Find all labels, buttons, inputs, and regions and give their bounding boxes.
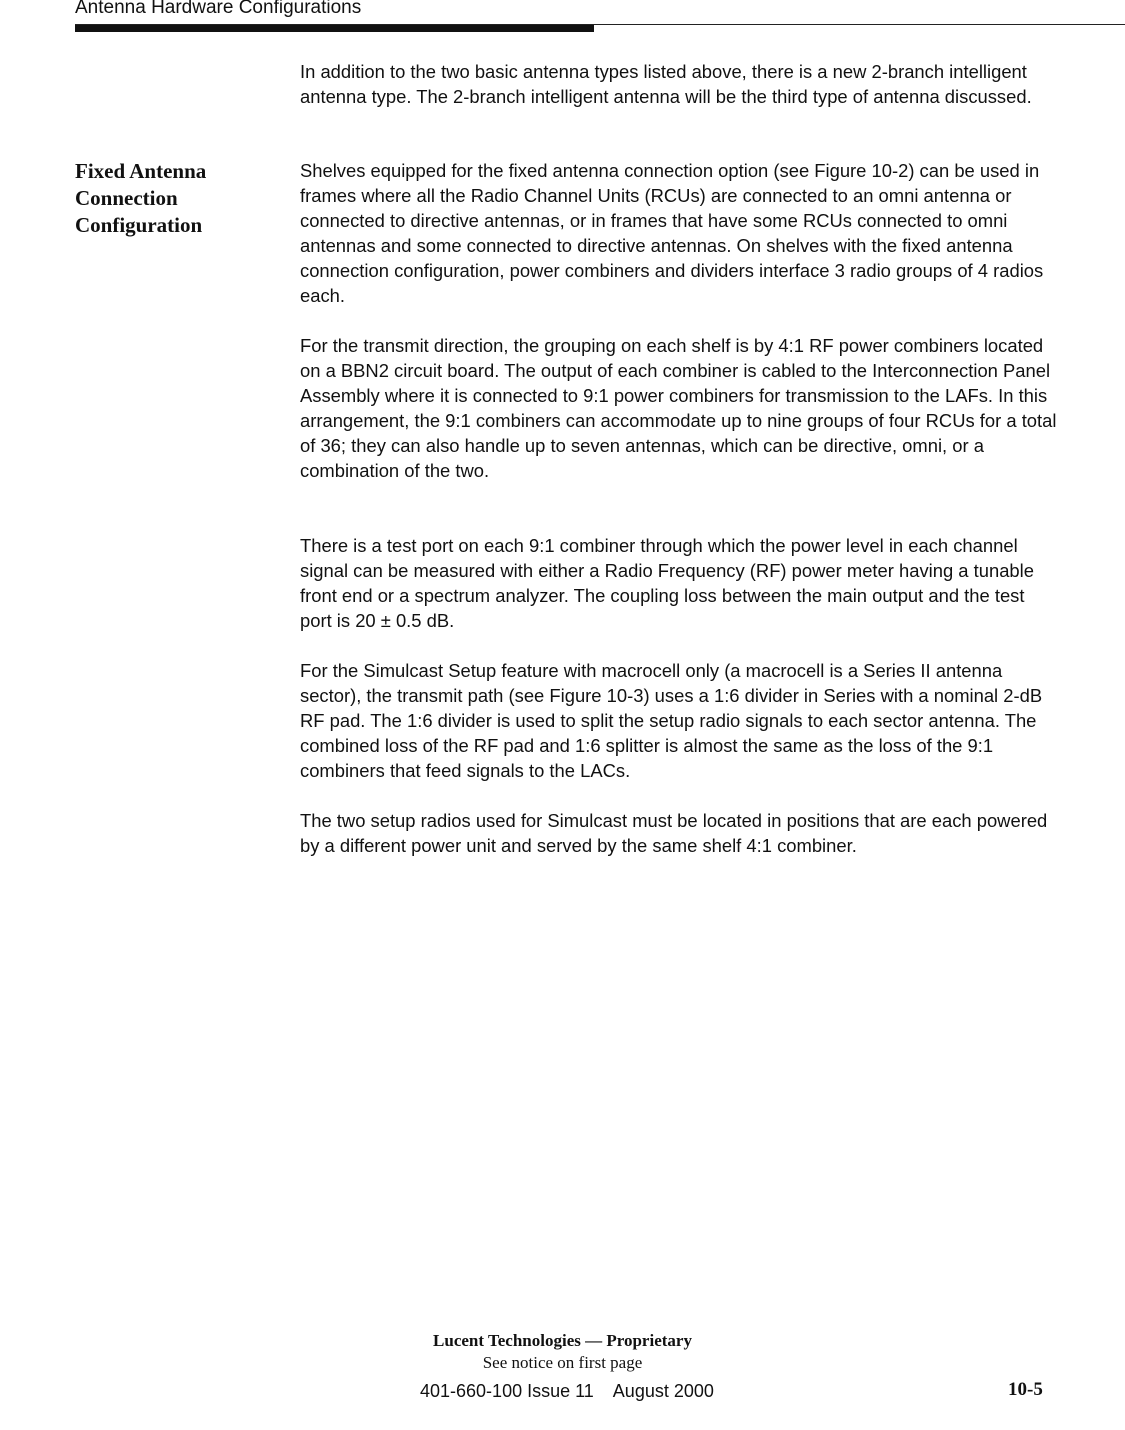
section-heading: Fixed Antenna Connection Configuration <box>75 159 207 237</box>
intro-paragraph: In addition to the two basic antenna types listed above, there is a new 2-branch intelligent antenna type. The 2-branch intelligent antenna will be the third type of antenna discussed. <box>300 61 1032 107</box>
page-number: 10-5 <box>1008 1379 1043 1400</box>
paragraph-fixed-antenna: Shelves equipped for the fixed antenna connection option (see Figure 10-2) can be used in frames where all the Radio Channel Units (RCUs) are connected to an omni antenna or connected to directive antennas, or in frames that have some RCUs connected to omni antennas and some connected to directive antennas. On shelves with the fixed antenna connection configuration, power combiners and dividers interface 3 radio groups of 4 radios each. <box>300 160 1044 306</box>
paragraph-setup-radios: The two setup radios used for Simulcast must be located in positions that are each powered by a different power unit and served by the same shelf 4:1 combiner. <box>300 810 1048 856</box>
paragraph-transmit-direction: For the transmit direction, the grouping on each shelf is by 4:1 RF power combiners located on a BBN2 circuit board. The output of each combiner is cabled to the Interconnection Panel Assembly where it is connected to 9:1 power combiners for transmission to the LAFs. In this arrangement, the 9:1 combiners can accommodate up to nine groups of four RCUs for a total of 36; they can also handle up to seven antennas, which can be directive, omni, or a combination of the two. <box>300 335 1057 481</box>
footer-company: Lucent Technologies — Proprietary <box>433 1331 692 1350</box>
running-header-title: Antenna Hardware Configurations <box>75 0 362 18</box>
footer-doc-info: 401-660-100 Issue 11 August 2000 <box>420 1381 714 1401</box>
paragraph-test-port: There is a test port on each 9:1 combiner through which the power level in each channel signal can be measured with either a Radio Frequency (RF) power meter having a tunable front end or a spectrum analyzer. The coupling loss between the main output and the test port is 20 ± 0.5 dB. <box>300 535 1034 631</box>
footer-notice: See notice on first page <box>482 1353 643 1372</box>
header-bar <box>75 25 594 32</box>
paragraph-simulcast-setup: For the Simulcast Setup feature with macrocell only (a macrocell is a Series II antenna sector), the transmit path (see Figure 10-3) uses a 1:6 divider in Series with a nominal 2-dB RF pad. The 1:6 divider is used to split the setup radio signals to each sector antenna. The combined loss of the RF pad and 1:6 splitter is almost the same as the loss of the 9:1 combiners that feed signals to the LACs. <box>300 660 1043 781</box>
